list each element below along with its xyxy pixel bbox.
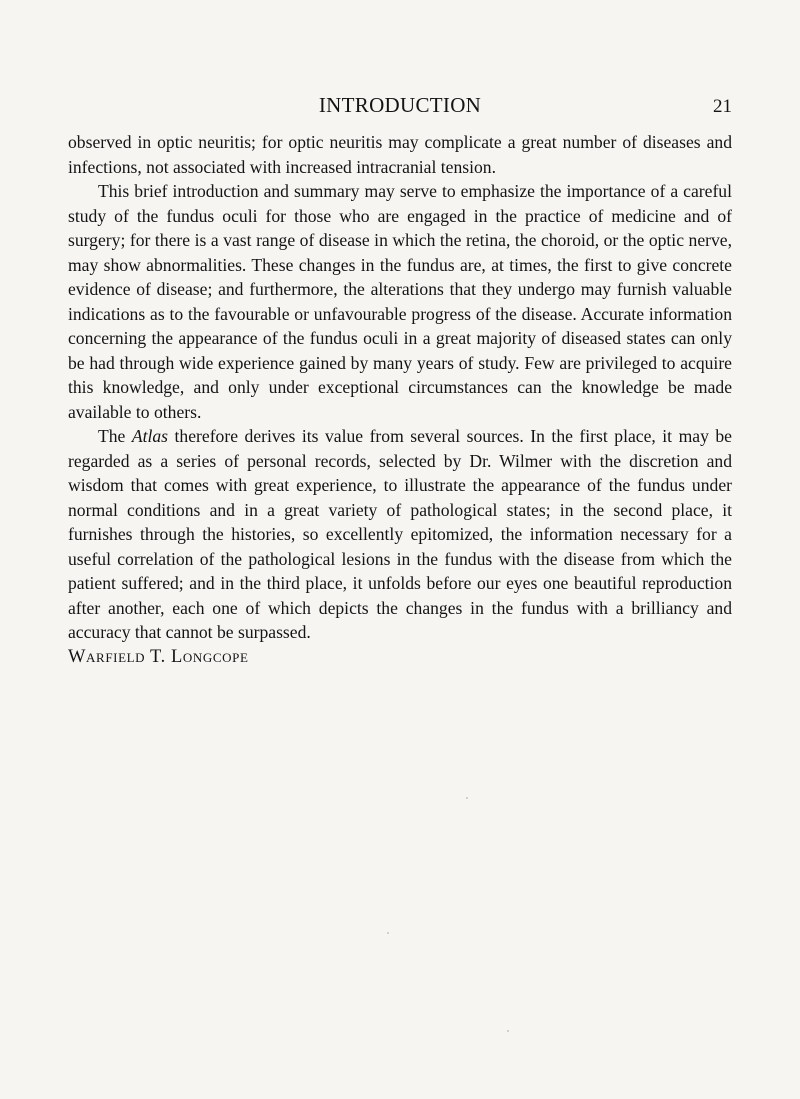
running-head: [68, 90, 732, 120]
paper-speck: [387, 932, 389, 934]
page-number: 21: [713, 96, 732, 117]
paragraph-1: observed in optic neuritis; for optic neuritis may complicate a great number of diseases and infections, not associated with increased intracranial tension.: [68, 132, 732, 177]
author-signature: Warfield T. Longcope: [68, 646, 249, 667]
atlas-title-italic: Atlas: [131, 426, 169, 446]
paragraph-3-start: The: [98, 426, 132, 446]
paragraph-3-rest: therefore derives its value from several sources. In the first place, it may be regarded as a series of personal records, selected by Dr. Wilmer with the discretion and wisdom that comes with great experience, to illustrate the appearance of the fundus under normal conditions and in a great variety of pathological states; in the second place, it furnishes through the histories, so excellently epitomized, the information necessary for a useful correlation of the pathological lesions in the fundus with the disease from which the patient suffered; and in the third place, it unfolds before our eyes one beautiful reproduction after another, each one of which depicts the changes in the fundus with a brilliancy and accuracy that cannot be surpassed.: [68, 426, 732, 642]
paragraph-3: [68, 424, 732, 645]
paper-speck: [507, 1030, 509, 1032]
running-title: INTRODUCTION: [318, 93, 482, 117]
paragraph-2: This brief introduction and summary may serve to emphasize the importance of a careful study of the fundus oculi for those who are engaged in the practice of medicine and of surgery; for there is a vast range of disease in which the retina, the choroid, or the optic nerve, may show abnormalities. These changes in the fundus are, at times, the first to give concrete evidence of disease; and furthermore, the alterations that they undergo may furnish valuable indications as to the favourable or unfavourable progress of the disease. Accurate information concerning the appearance of the fundus oculi in a great majority of diseased states can only be had through wide experience gained by many years of study. Few are privileged to acquire this knowledge, and only under exceptional circumstances can the knowledge be made available to others.: [68, 181, 732, 422]
paper-speck: [466, 797, 468, 799]
body-text: [68, 130, 732, 669]
